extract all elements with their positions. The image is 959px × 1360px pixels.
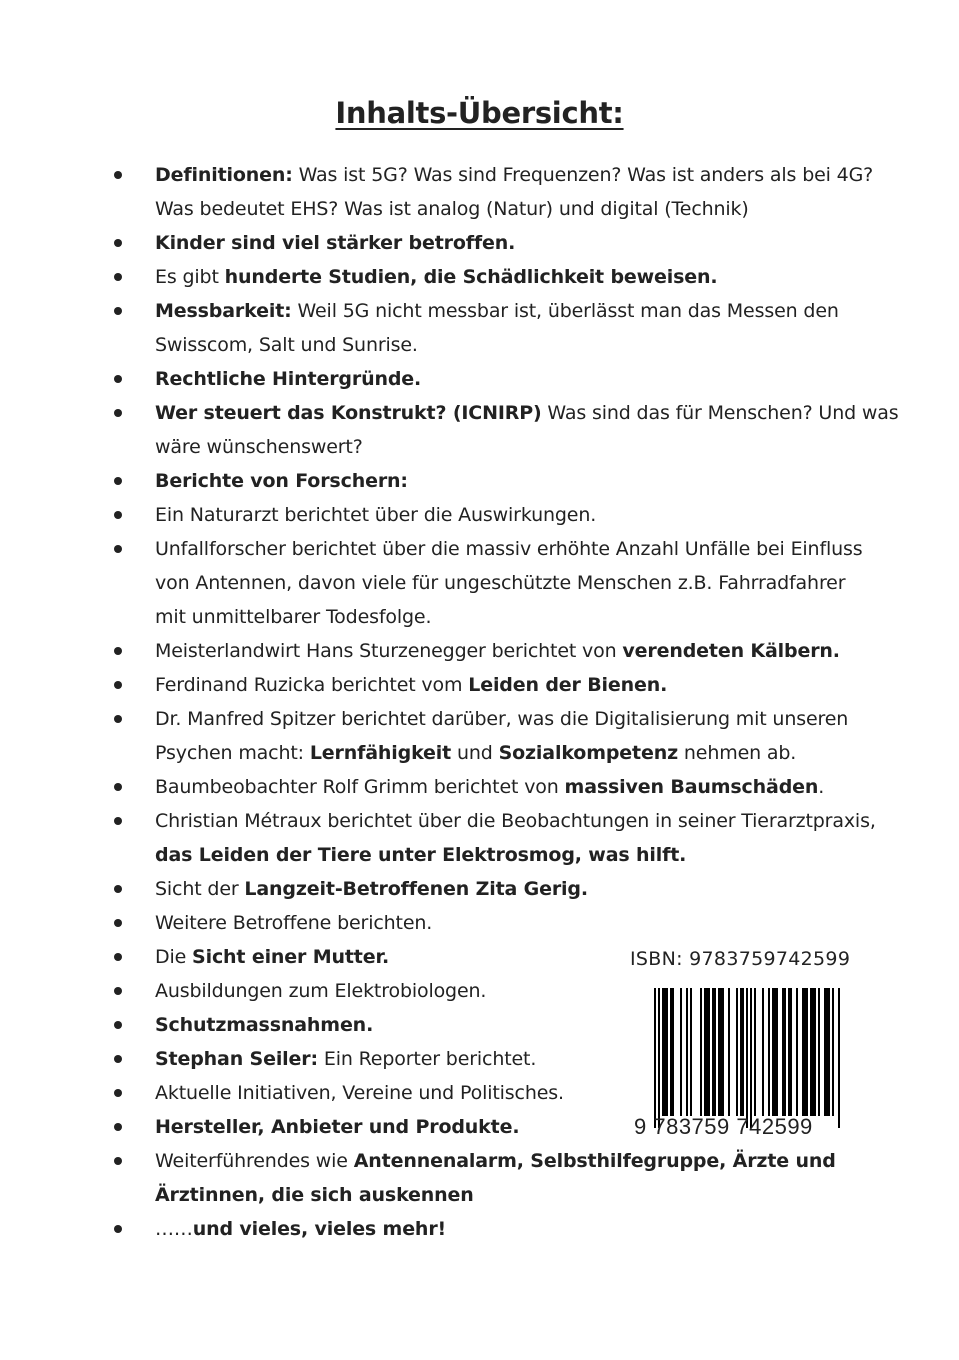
list-item-line <box>155 634 952 668</box>
bold-text: verendeten Kälbern. <box>622 640 840 662</box>
barcode-bar <box>762 988 764 1116</box>
list-item <box>112 260 952 294</box>
text: Weiterführendes wie <box>155 1150 354 1172</box>
isbn-label: ISBN: 9783759742599 <box>630 948 851 970</box>
list-item <box>112 362 952 396</box>
text: . <box>818 776 825 798</box>
list-item-line <box>155 532 952 566</box>
bold-text: und vieles, vieles mehr! <box>192 1218 447 1240</box>
list-item <box>112 906 952 940</box>
bold-text: Antennenalarm, Selbsthilfegruppe, Ärzte und <box>353 1150 836 1172</box>
bold-text: Definitionen: <box>155 164 293 186</box>
barcode-bar <box>768 988 770 1116</box>
list-item-line <box>155 464 952 498</box>
list-item-line <box>155 1212 952 1246</box>
list-item <box>112 634 952 668</box>
text: Es gibt <box>155 266 225 288</box>
barcode-bar <box>782 988 784 1116</box>
text: Ferdinand Ruzicka berichtet vom <box>155 674 469 696</box>
text: Ein Reporter berichtet. <box>317 1048 537 1070</box>
list-item-line <box>155 770 952 804</box>
barcode-bar <box>728 988 730 1116</box>
barcode-bar <box>812 988 814 1116</box>
list-item-line <box>155 872 952 906</box>
list-item-line <box>155 294 952 328</box>
list-item-line <box>155 736 952 770</box>
list-item-line <box>155 1144 952 1178</box>
list-item <box>112 1212 952 1246</box>
barcode-bar <box>670 988 672 1116</box>
list-item-line <box>155 158 952 192</box>
list-item-line <box>155 498 952 532</box>
list-item <box>112 668 952 702</box>
barcode-bar <box>718 988 720 1116</box>
bold-text: Kinder sind viel stärker betroffen. <box>155 232 516 254</box>
barcode-bar <box>804 988 806 1116</box>
barcode-bar <box>722 988 724 1116</box>
barcode-bar <box>740 988 742 1116</box>
barcode-bar <box>658 988 660 1128</box>
text: Ausbildungen zum Elektrobiologen. <box>155 980 487 1002</box>
list-item <box>112 294 952 362</box>
list-item <box>112 770 952 804</box>
barcode-bar <box>736 988 738 1116</box>
list-item-line <box>155 804 952 838</box>
barcode-bar <box>772 988 774 1116</box>
list-item <box>112 396 952 464</box>
text: mit unmittelbarer Todesfolge. <box>155 606 432 628</box>
barcode-bar <box>666 988 668 1116</box>
text: Aktuelle Initiativen, Vereine und Politisches. <box>155 1082 564 1104</box>
barcode-bar <box>690 988 692 1116</box>
barcode-digits: 9 783759 742599 <box>634 1114 813 1139</box>
list-item-line <box>155 328 952 362</box>
list-item <box>112 1144 952 1212</box>
text: Christian Métraux berichtet über die Beobachtungen in seiner Tierarztpraxis, <box>155 810 876 832</box>
text: von Antennen, davon viele für ungeschützte Menschen z.B. Fahrradfahrer <box>155 572 846 594</box>
text: Swisscom, Salt und Sunrise. <box>155 334 418 356</box>
barcode-bar <box>654 988 656 1128</box>
barcode-bar <box>826 988 828 1116</box>
barcode-bar <box>704 988 706 1116</box>
barcode-bar <box>680 988 682 1116</box>
list-item <box>112 804 952 872</box>
list-item <box>112 158 952 226</box>
barcode-bar <box>802 988 804 1116</box>
list-item <box>112 464 952 498</box>
text: Was bedeutet EHS? Was ist analog (Natur) und digital (Technik) <box>155 198 749 220</box>
barcode-bar <box>754 988 756 1116</box>
text: Meisterlandwirt Hans Sturzenegger berichtet von <box>155 640 623 662</box>
barcode-bar <box>712 988 714 1116</box>
list-item-line <box>155 906 952 940</box>
barcode-bar <box>810 988 812 1116</box>
barcode-bar <box>662 988 664 1116</box>
list-item <box>112 532 952 634</box>
text: Unfallforscher berichtet über die massiv erhöhte Anzahl Unfälle bei Einfluss <box>155 538 863 560</box>
list-item <box>112 872 952 906</box>
bold-text: massiven Baumschäden <box>564 776 819 798</box>
list-item-line <box>155 192 952 226</box>
text: Ein Naturarzt berichtet über die Auswirkungen. <box>155 504 597 526</box>
bold-text: Sicht einer Mutter. <box>192 946 390 968</box>
list-item-line <box>155 566 952 600</box>
barcode-bar <box>818 988 820 1116</box>
barcode-bar <box>784 988 786 1116</box>
barcode-bar <box>708 988 710 1116</box>
barcode-bar <box>774 988 776 1116</box>
list-item <box>112 226 952 260</box>
barcode-bar <box>742 988 744 1116</box>
text: Weil 5G nicht messbar ist, überlässt man das Messen den <box>291 300 839 322</box>
bold-text: Messbarkeit: <box>155 300 292 322</box>
bold-text: hunderte Studien, die Schädlichkeit beweisen. <box>224 266 718 288</box>
barcode-bar <box>824 988 826 1116</box>
barcode-bar <box>746 988 748 1128</box>
list-item <box>112 702 952 770</box>
list-item-line <box>155 1178 952 1212</box>
text: Dr. Manfred Spitzer berichtet darüber, was die Digitalisierung mit unseren <box>155 708 849 730</box>
bold-text: Lernfähigkeit <box>309 742 452 764</box>
bold-text: Langzeit-Betroffenen Zita Gerig. <box>244 878 588 900</box>
barcode-bar <box>720 988 722 1116</box>
text: Weitere Betroffene berichten. <box>155 912 433 934</box>
barcode-bar <box>788 988 790 1116</box>
bold-text: Wer steuert das Konstrukt? (ICNIRP) <box>155 402 542 424</box>
barcode-bar <box>700 988 702 1116</box>
barcode-bar <box>706 988 708 1116</box>
bold-text: Berichte von Forschern: <box>155 470 408 492</box>
bold-text: Rechtliche Hintergründe. <box>155 368 422 390</box>
text: Was sind das für Menschen? Und was <box>541 402 899 424</box>
bold-text: Hersteller, Anbieter und Produkte. <box>155 1116 520 1138</box>
text: wäre wünschenswert? <box>155 436 363 458</box>
text: und <box>451 742 499 764</box>
barcode-bar <box>672 988 674 1116</box>
barcode-bar <box>750 988 752 1128</box>
list-item-line <box>155 362 952 396</box>
bold-text: Schutzmassnahmen. <box>155 1014 374 1036</box>
barcode-bar <box>790 988 792 1116</box>
text: Psychen macht: <box>155 742 310 764</box>
bold-text: Leiden der Bienen. <box>468 674 668 696</box>
text: Die <box>155 946 193 968</box>
list-item-line <box>155 600 952 634</box>
list-item-line <box>155 838 952 872</box>
barcode-bar <box>838 988 840 1128</box>
bold-text: Ärztinnen, die sich auskennen <box>155 1184 474 1206</box>
text: Was ist 5G? Was sind Frequenzen? Was ist anders als bei 4G? <box>292 164 874 186</box>
text: nehmen ab. <box>678 742 797 764</box>
list-item <box>112 498 952 532</box>
bold-text: das Leiden der Tiere unter Elektrosmog, was hilft. <box>155 844 687 866</box>
list-item-line <box>155 702 952 736</box>
barcode-bar <box>796 988 798 1116</box>
barcode-bar <box>814 988 816 1116</box>
list-item-line <box>155 668 952 702</box>
list-item-line <box>155 226 952 260</box>
barcode-bar <box>686 988 688 1116</box>
text: Sicht der <box>155 878 245 900</box>
text: …… <box>155 1218 193 1240</box>
barcode-bar <box>664 988 666 1116</box>
bold-text: Sozialkompetenz <box>498 742 678 764</box>
bold-text: Stephan Seiler: <box>155 1048 318 1070</box>
list-item-line <box>155 260 952 294</box>
list-item-line <box>155 396 952 430</box>
barcode-bar <box>828 988 830 1116</box>
barcode-bar <box>776 988 778 1116</box>
barcode-bar <box>806 988 808 1116</box>
barcode-bar <box>714 988 716 1116</box>
list-item-line <box>155 430 952 464</box>
text: Baumbeobachter Rolf Grimm berichtet von <box>155 776 565 798</box>
barcode-bar <box>832 988 834 1116</box>
page-title: Inhalts-Übersicht: <box>335 96 624 130</box>
